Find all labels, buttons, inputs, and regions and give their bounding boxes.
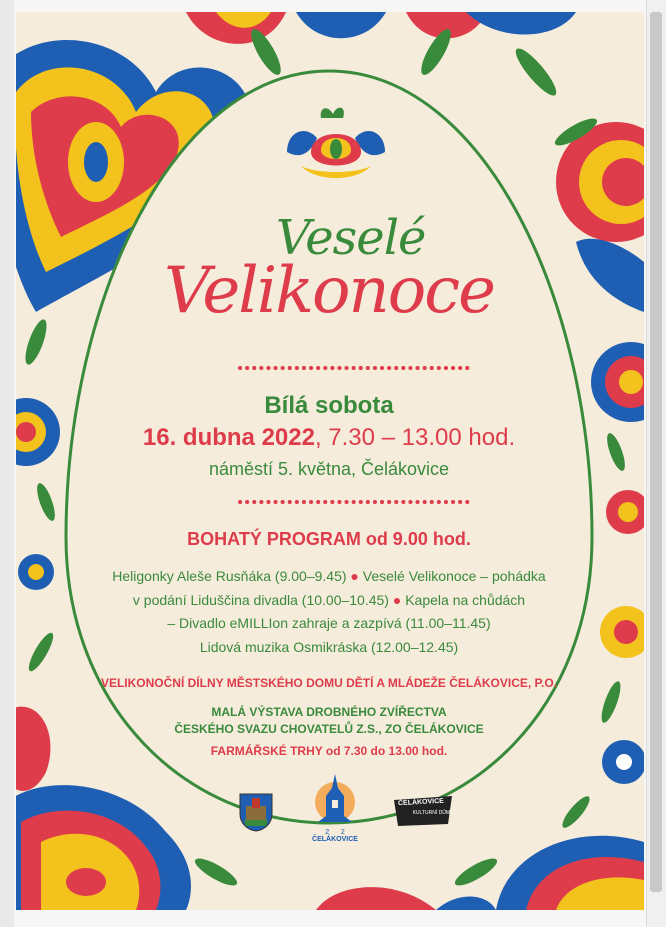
easter-poster [16, 12, 644, 910]
program-line-1 [62, 568, 596, 584]
city-coat-of-arms-logo [238, 792, 274, 832]
program-line-3: – Divadlo eMILLIon zahraje a zazpívá (11.00–11.45) [167, 615, 491, 631]
flowers-left-middle [16, 398, 60, 791]
event-place: náměstí 5. května, Čelákovice [208, 459, 450, 479]
event-day: Bílá sobota [264, 392, 394, 419]
culture-house-name: ČELÁKOVICE [397, 797, 445, 808]
title-line1: Veselé [276, 210, 426, 266]
folk-flower-ornament [281, 104, 391, 184]
jubilee-logo-name: ČELÁKOVICE [312, 836, 358, 843]
bullet-separator: ● [346, 568, 363, 584]
farmers-market-line: FARMÁŘSKÉ TRHY od 7.30 do 13.00 hod. [210, 744, 448, 758]
event-date-time [62, 424, 596, 452]
program-line-2 [62, 592, 596, 608]
page-left-strip [0, 0, 14, 927]
program-item: Veselé Velikonoce – pohádka [362, 568, 546, 584]
exhibition-line-1: MALÁ VÝSTAVA DROBNÉHO ZVÍŘECTVA [211, 705, 447, 719]
jubilee-year-left: 2 [325, 829, 330, 836]
workshops-line: VELIKONOČNÍ DÍLNY MĚSTSKÉHO DOMU DĚTÍ A MLÁDEŽE ČELÁKOVICE, P.O. [100, 676, 558, 690]
jubilee-logo-text [300, 829, 370, 836]
event-date: 16. dubna 2022 [142, 424, 315, 451]
city-jubilee-logo [300, 772, 370, 842]
program-item: Kapela na chůdách [405, 592, 526, 608]
scrollbar-thumb[interactable] [650, 12, 662, 892]
program-line-4: Lidová muzika Osmikráska (12.00–12.45) [199, 639, 459, 655]
title-line2: Velikonoce [164, 254, 494, 328]
exhibition-line-2: ČESKÉHO SVAZU CHOVATELŮ Z.S., ZO ČELÁKOVICE [174, 722, 484, 736]
program-item: v podání Liduščina divadla (10.00–10.45) [132, 592, 389, 608]
dotted-divider-bottom [238, 498, 470, 506]
jubilee-year-right: 2 [340, 829, 345, 836]
event-time: , 7.30 – 13.00 hod. [314, 424, 516, 451]
tower-icon [300, 772, 370, 830]
program-item: Heligonky Aleše Rusňáka (9.00–9.45) [112, 568, 347, 584]
vertical-scrollbar[interactable] [646, 0, 666, 927]
dotted-divider-top [238, 364, 470, 372]
program-heading: BOHATÝ PROGRAM od 9.00 hod. [187, 529, 471, 549]
bullet-separator: ● [388, 592, 406, 608]
culture-house-sub: KULTURNÍ DŮM [412, 810, 450, 816]
culture-house-logo [392, 796, 454, 826]
flowers-right-middle [591, 342, 644, 784]
exhibition-line [62, 704, 596, 738]
